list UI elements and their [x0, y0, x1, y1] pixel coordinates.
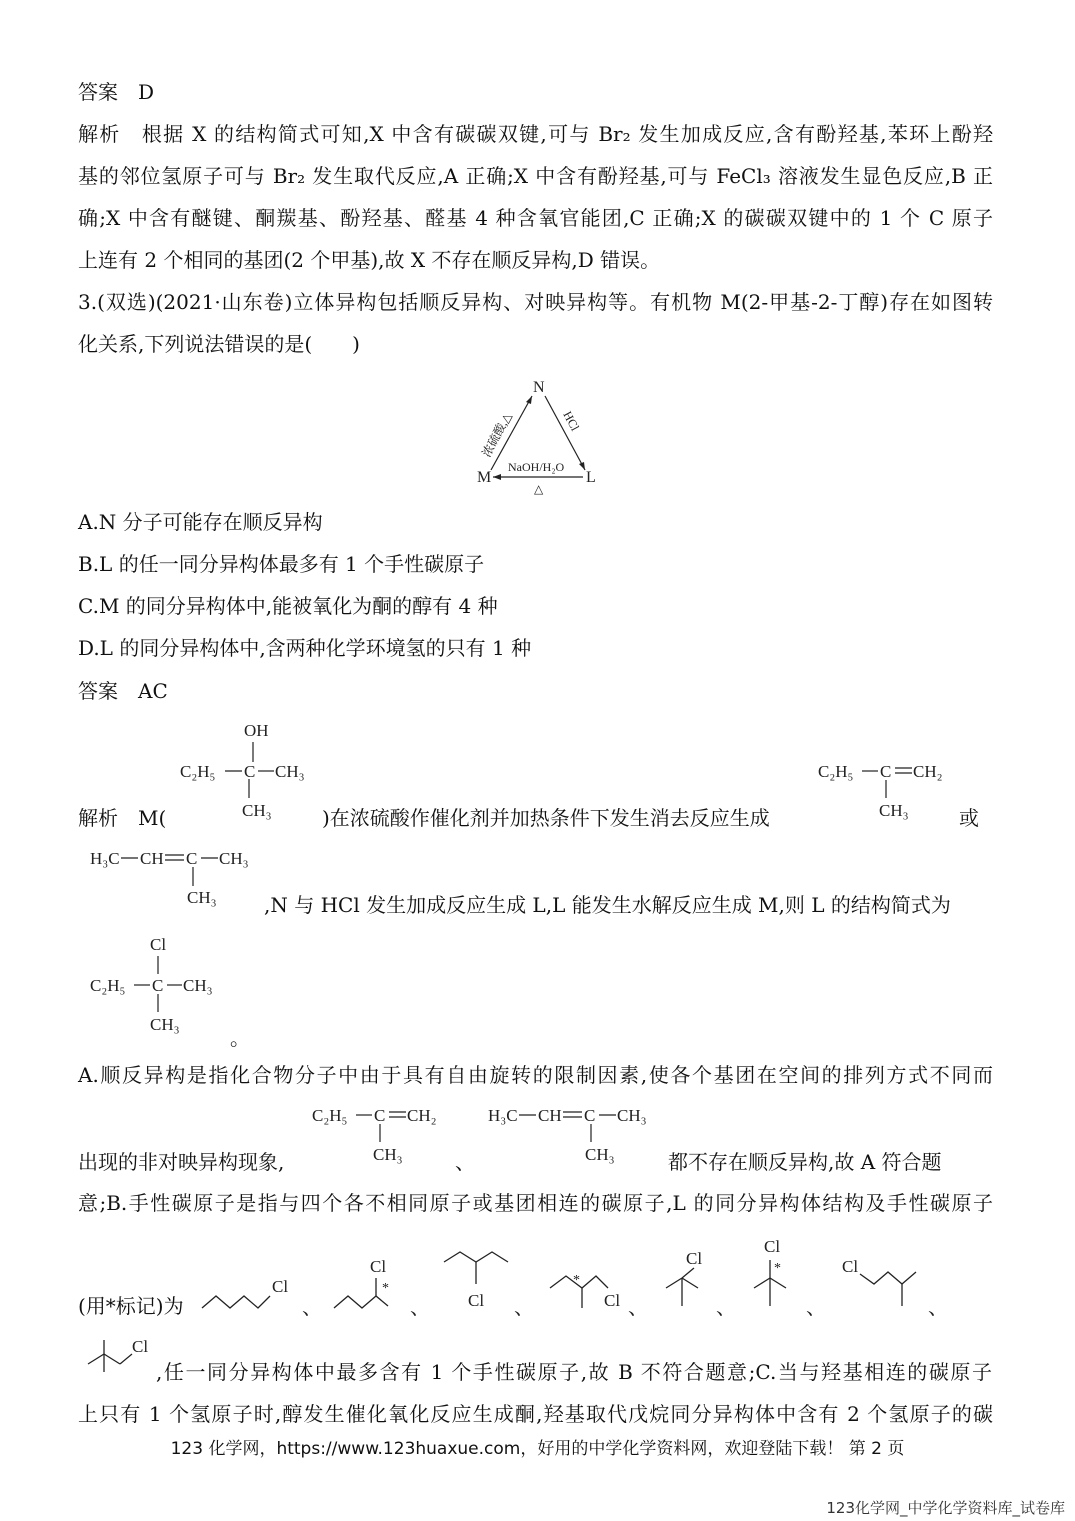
- isomer-7: [842, 1257, 916, 1306]
- svg-text:C: C: [152, 976, 164, 995]
- analysis-2-start: 解析 M(: [78, 806, 167, 830]
- structure-alkene-2: [88, 842, 258, 912]
- isomer-6: [754, 1237, 786, 1306]
- svg-text:CH₃: CH₃: [242, 801, 272, 820]
- structure-alkene-4: [486, 1100, 656, 1170]
- arrow-n-to-l: [545, 396, 585, 470]
- svg-text:Cl: Cl: [150, 935, 167, 954]
- svg-text:*: *: [774, 1261, 781, 1276]
- isomer-5: [666, 1249, 702, 1306]
- label-left: 浓硫酸,△: [479, 410, 515, 460]
- watermark: 123化学网_中学化学资料库_试卷库: [826, 1499, 1065, 1517]
- isomer-2: [334, 1257, 389, 1308]
- svg-text:CH₃: CH₃: [879, 801, 909, 820]
- answer-2: 答案 AC: [78, 679, 168, 703]
- node-m: M: [477, 469, 492, 486]
- label-bottom: NaOH/H₂O: [508, 460, 565, 474]
- svg-text:、: 、: [410, 1297, 430, 1319]
- svg-text:、: 、: [806, 1297, 826, 1319]
- svg-text:CH₂: CH₂: [913, 762, 943, 781]
- analysis-a-line-1: A.顺反异构是指化合物分子中由于具有自由旋转的限制因素,使各个基团在空间的排列方式不同而: [78, 1063, 993, 1087]
- analysis-1-line-2: 基的邻位氢原子可与 Br₂ 发生取代反应,A 正确;X 中含有酚羟基,可与 FeCl₃ 溶液发生显色反应,B 正: [78, 164, 993, 188]
- svg-text:*: *: [382, 1281, 389, 1296]
- svg-text:、: 、: [928, 1297, 948, 1319]
- svg-text:C: C: [244, 762, 256, 781]
- arrowhead-m: [493, 474, 501, 480]
- svg-text:、: 、: [628, 1297, 648, 1319]
- analysis-1-line-4: 上连有 2 个相同的基团(2 个甲基),故 X 不存在顺反异构,D 错误。: [78, 248, 661, 272]
- isomer-3: [444, 1252, 508, 1310]
- separator-comma: 、: [455, 1150, 475, 1174]
- question-3-line-1: 3.(双选)(2021·山东卷)立体异构包括顺反异构、对映异构等。有机物 M(2-甲基-2-丁醇)存在如图转: [78, 290, 993, 314]
- svg-text:、: 、: [302, 1297, 322, 1319]
- isomers-label: (用*标记)为: [78, 1294, 184, 1318]
- analysis-1-line-1: 解析 根据 X 的结构简式可知,X 中含有碳碳双键,可与 Br₂ 发生加成反应,含有酚羟基,苯环上酚羟: [78, 122, 993, 146]
- structure-alkene-3: [310, 1100, 450, 1170]
- svg-text:Cl: Cl: [686, 1249, 703, 1268]
- structure-l: [88, 932, 228, 1038]
- svg-text:C₂H₅: C₂H₅: [818, 762, 854, 781]
- analysis-1-line-3: 确;X 中含有醚键、酮羰基、酚羟基、醛基 4 种含氧官能团,C 正确;X 的碳碳双键中的 1 个 C 原子: [78, 206, 993, 230]
- svg-text:*: *: [573, 1273, 580, 1288]
- svg-text:C: C: [880, 762, 892, 781]
- node-n: N: [533, 379, 545, 396]
- svg-text:Cl: Cl: [468, 1291, 485, 1310]
- svg-text:Cl: Cl: [842, 1257, 859, 1276]
- svg-text:Cl: Cl: [604, 1291, 621, 1310]
- analysis-2-mid: )在浓硫酸作催化剂并加热条件下发生消去反应生成: [322, 806, 770, 830]
- conversion-diagram: [465, 372, 605, 496]
- structure-m: [178, 716, 318, 826]
- svg-text:CH₃: CH₃: [187, 888, 217, 907]
- analysis-2-period: 。: [230, 1026, 250, 1050]
- svg-text:CH: CH: [140, 849, 164, 868]
- svg-text:C: C: [186, 849, 198, 868]
- option-a: A.N 分子可能存在顺反异构: [78, 510, 323, 534]
- svg-text:OH: OH: [244, 721, 269, 740]
- svg-text:CH₃: CH₃: [275, 762, 305, 781]
- analysis-c-line-1: 上只有 1 个氢原子时,醇发生催化氧化反应生成酮,羟基取代戊烷同分异构体中含有 2 个氢原子的碳: [78, 1402, 993, 1426]
- svg-text:CH₂: CH₂: [407, 1106, 437, 1125]
- svg-text:C₂H₅: C₂H₅: [180, 762, 216, 781]
- label-heat: △: [534, 482, 544, 496]
- structure-alkene-1: [816, 756, 956, 826]
- svg-text:Cl: Cl: [370, 1257, 387, 1276]
- analysis-b-line-2: ,任一同分异构体中最多含有 1 个手性碳原子,故 B 不符合题意;C.当与羟基相连的碳原子: [156, 1360, 992, 1384]
- svg-text:、: 、: [514, 1297, 534, 1319]
- svg-text:C: C: [374, 1106, 386, 1125]
- svg-text:CH₃: CH₃: [585, 1145, 615, 1164]
- svg-text:Cl: Cl: [764, 1237, 781, 1256]
- option-c: C.M 的同分异构体中,能被氧化为酮的醇有 4 种: [78, 594, 498, 618]
- analysis-a-line-2-end: 都不存在顺反异构,故 A 符合题: [668, 1150, 942, 1174]
- question-3-line-2: 化关系,下列说法错误的是( ): [78, 332, 360, 356]
- analysis-2-l-line: ,N 与 HCl 发生加成反应生成 L,L 能发生水解反应生成 M,则 L 的结构简式为: [264, 893, 951, 917]
- svg-text:C₂H₅: C₂H₅: [90, 976, 126, 995]
- page-footer: 123 化学网，https://www.123huaxue.com，好用的中学化学资料网，欢迎登陆下载！ 第 2 页: [170, 1439, 905, 1459]
- svg-text:、: 、: [716, 1297, 736, 1319]
- label-right: HCl: [560, 408, 583, 434]
- svg-text:Cl: Cl: [132, 1337, 149, 1356]
- isomer-4: [550, 1273, 620, 1310]
- analysis-b-line-1: 意;B.手性碳原子是指与四个各不相同原子或基团相连的碳原子,L 的同分异构体结构及手性碳原子: [78, 1191, 993, 1215]
- svg-text:C: C: [584, 1106, 596, 1125]
- svg-text:CH₃: CH₃: [617, 1106, 647, 1125]
- option-b: B.L 的任一同分异构体最多有 1 个手性碳原子: [78, 552, 485, 576]
- option-d: D.L 的同分异构体中,含两种化学环境氢的只有 1 种: [78, 636, 532, 660]
- svg-text:CH₃: CH₃: [183, 976, 213, 995]
- isomer-1: [202, 1277, 288, 1308]
- svg-text:Cl: Cl: [272, 1277, 289, 1296]
- node-l: L: [586, 469, 596, 486]
- svg-text:CH₃: CH₃: [373, 1145, 403, 1164]
- analysis-2-or: 或: [959, 806, 979, 830]
- svg-text:H₃C: H₃C: [488, 1106, 518, 1125]
- isomer-row: [190, 1232, 948, 1319]
- svg-text:CH₃: CH₃: [219, 849, 249, 868]
- analysis-a-line-2-start: 出现的非对映异构现象,: [78, 1150, 285, 1174]
- isomer-8: [82, 1336, 162, 1386]
- svg-text:CH₃: CH₃: [150, 1015, 180, 1034]
- svg-text:H₃C: H₃C: [90, 849, 120, 868]
- svg-text:CH: CH: [538, 1106, 562, 1125]
- arrowhead-n: [526, 396, 532, 404]
- arrowhead-l: [579, 462, 585, 470]
- svg-text:C₂H₅: C₂H₅: [312, 1106, 348, 1125]
- answer-1: 答案 D: [78, 80, 155, 104]
